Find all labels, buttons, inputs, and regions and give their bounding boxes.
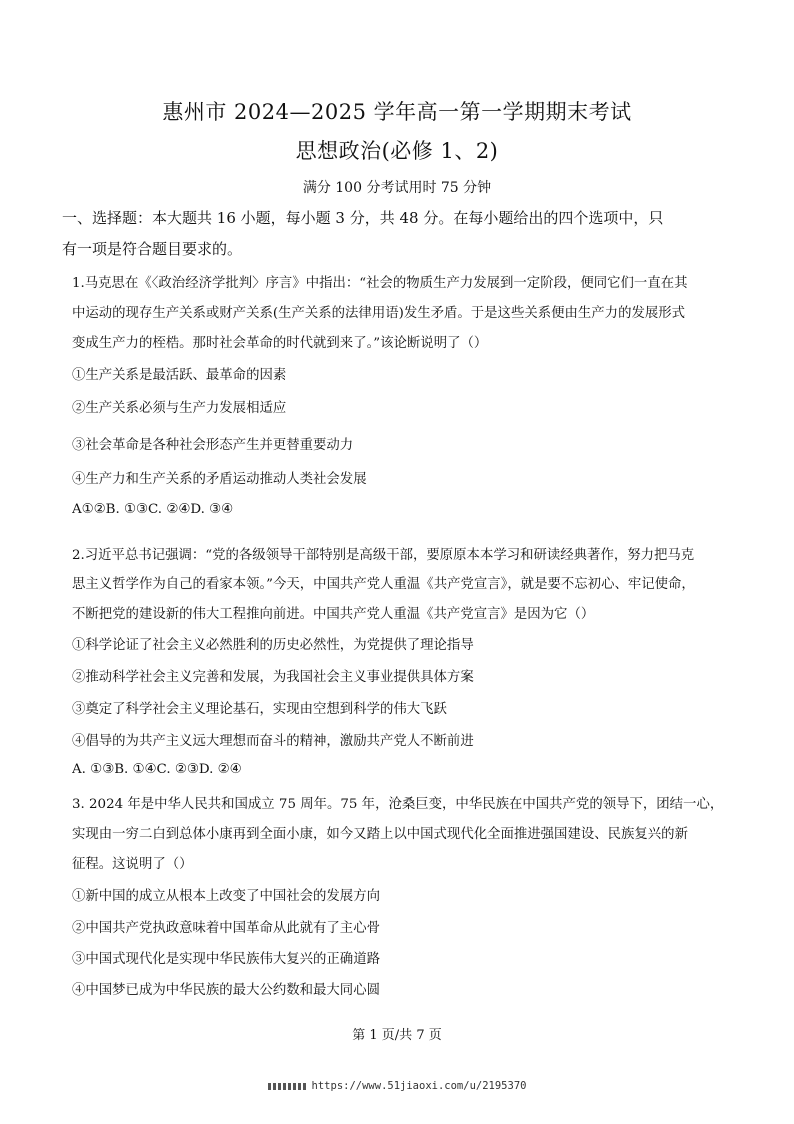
q2-option-4: ④倡导的为共产主义远大理想而奋斗的精神，激励共产党人不断前进 bbox=[72, 734, 474, 749]
q2-stem-line3: 不断把党的建设新的伟大工程推向前进。中国共产党人重温《共产党宣言》是因为它（） bbox=[72, 607, 595, 622]
q1-option-3: ③社会革命是各种社会形态产生并更替重要动力 bbox=[72, 438, 354, 453]
q1-answer-choices: A①②B. ①③C. ②④D. ③④ bbox=[72, 502, 234, 517]
q1-option-4: ④生产力和生产关系的矛盾运动推动人类社会发展 bbox=[72, 472, 367, 487]
q2-stem-line1: 2.习近平总书记强调：“党的各级领导干部特别是高级干部，要原原本本学习和研读经典著作，努力把马克 bbox=[72, 548, 695, 563]
q2-option-2: ②推动科学社会主义完善和发展，为我国社会主义事业提供具体方案 bbox=[72, 670, 474, 685]
q3-option-2: ②中国共产党执政意味着中国革命从此就有了主心骨 bbox=[72, 921, 380, 936]
page-number: 第 1 页/共 7 页 bbox=[352, 1028, 442, 1043]
q3-option-3: ③中国式现代化是实现中华民族伟大复兴的正确道路 bbox=[72, 952, 380, 967]
watermark bbox=[0, 1080, 794, 1092]
watermark-url[interactable]: https://www.51jiaoxi.com/u/2195370 bbox=[311, 1080, 527, 1092]
q1-stem-line3: 变成生产力的桎梏。那时社会革命的时代就到来了。”该论断说明了（） bbox=[72, 336, 488, 351]
q2-option-1: ①科学论证了社会主义必然胜利的历史必然性，为党提供了理论指导 bbox=[72, 638, 474, 653]
watermark-logo-icon bbox=[268, 1083, 306, 1090]
section-heading-cont: 有一项是符合题目要求的。 bbox=[62, 240, 243, 258]
q2-option-3: ③奠定了科学社会主义理论基石，实现由空想到科学的伟大飞跃 bbox=[72, 702, 447, 717]
q3-stem-line2: 实现由一穷二白到总体小康再到全面小康，如今又踏上以中国式现代化全面推进强国建设、民族复兴的新 bbox=[72, 827, 688, 842]
q2-stem-line2: 思主义哲学作为自己的看家本领。”今天，中国共产党人重温《共产党宣言》，就是要不忘初心、牢记使命， bbox=[72, 577, 695, 592]
q1-stem-line2: 中运动的现存生产关系或财产关系(生产关系的法律用语)发生矛盾。于是这些关系便由生产力的发展形式 bbox=[72, 306, 686, 321]
q3-option-4: ④中国梦已成为中华民族的最大公约数和最大同心圆 bbox=[72, 983, 380, 998]
exam-subject: 思想政治(必修 1、2) bbox=[295, 139, 499, 163]
q1-option-1: ①生产关系是最活跃、最革命的因素 bbox=[72, 368, 287, 383]
q1-option-2: ②生产关系必须与生产力发展相适应 bbox=[72, 401, 287, 416]
q3-stem-line1: 3. 2024 年是中华人民共和国成立 75 周年。75 年，沧桑巨变，中华民族在中国共产党的领导下，团结一心， bbox=[72, 797, 724, 812]
q2-answer-choices: A. ①③B. ①④C. ②③D. ②④ bbox=[72, 762, 242, 777]
section-heading: 一、选择题：本大题共 16 小题，每小题 3 分，共 48 分。在每小题给出的四个选项中，只 bbox=[62, 209, 664, 227]
q3-option-1: ①新中国的成立从根本上改变了中国社会的发展方向 bbox=[72, 889, 380, 904]
q1-stem-line1: 1.马克思在《〈政治经济学批判〉序言》中指出：“社会的物质生产力发展到一定阶段，便同它们一直在其 bbox=[72, 276, 688, 291]
q3-stem-line3: 征程。这说明了（） bbox=[72, 857, 193, 872]
exam-meta: 满分 100 分考试用时 75 分钟 bbox=[302, 180, 492, 196]
exam-title: 惠州市 2024—2025 学年高一第一学期期末考试 bbox=[162, 100, 632, 124]
